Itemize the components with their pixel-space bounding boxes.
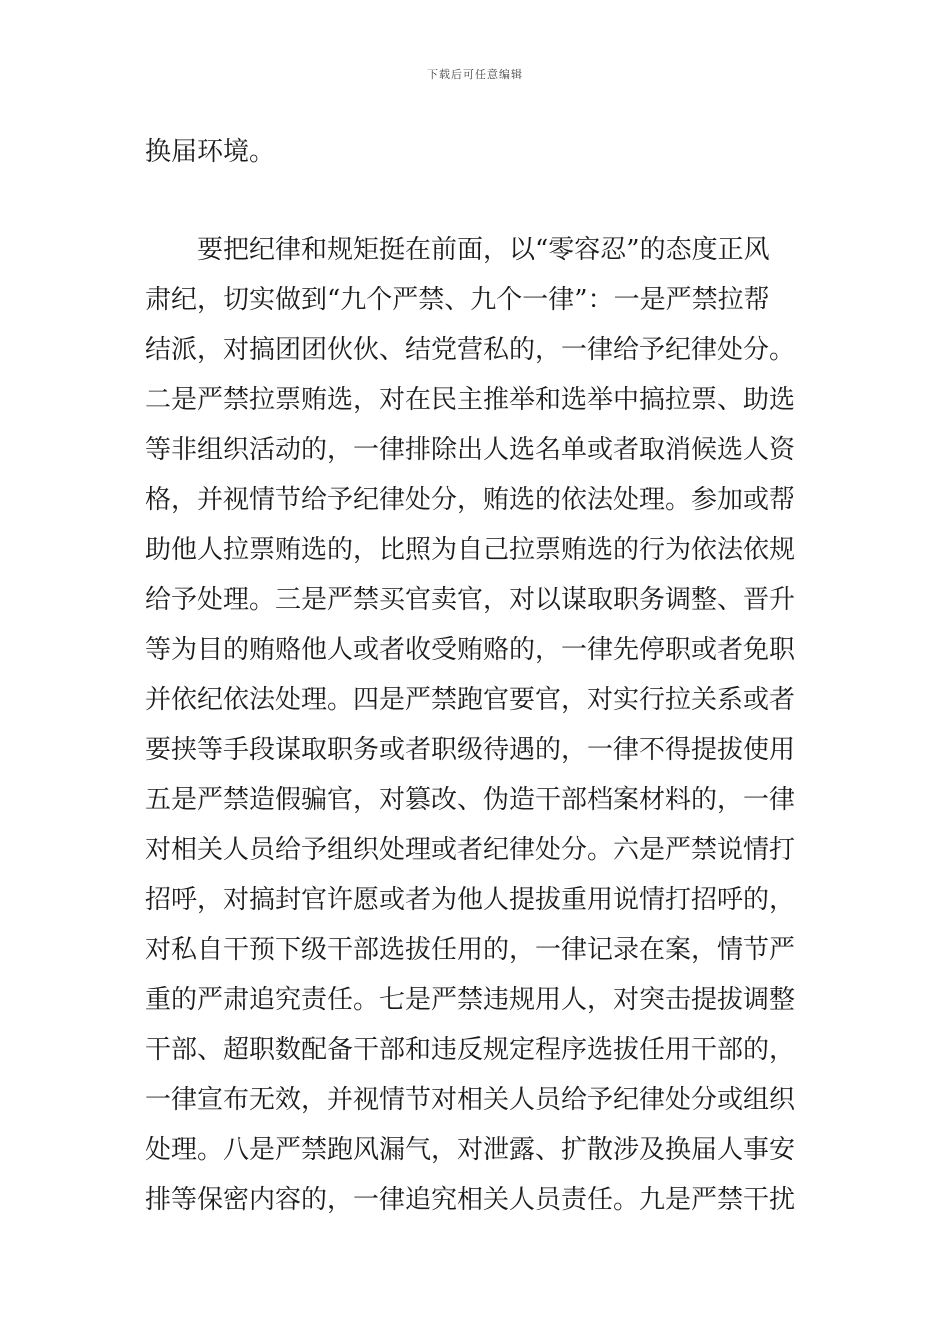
- text-line: 等为目的贿赂他人或者收受贿赂的，一律先停职或者免职: [145, 635, 796, 665]
- text-line: 二是严禁拉票贿选，对在民主推举和选举中搞拉票、助选: [145, 385, 796, 415]
- text-line: 等非组织活动的，一律排除出人选名单或者取消候选人资: [145, 435, 796, 465]
- text-line: 换届环境。: [145, 137, 276, 167]
- text-line: 并依纪依法处理。四是严禁跑官要官，对实行拉关系或者: [145, 685, 796, 715]
- text-line: 对私自干预下级干部选拔任用的，一律记录在案，情节严: [145, 935, 796, 965]
- text-line: 要把纪律和规矩挺在前面，以“零容忍”的态度正风: [197, 235, 770, 265]
- text-line: 结派，对搞团团伙伙、结党营私的，一律给予纪律处分。: [145, 335, 796, 365]
- text-line: 五是严禁造假骗官，对篡改、伪造干部档案材料的，一律: [145, 785, 796, 815]
- page-header: 下载后可任意编辑: [427, 68, 523, 81]
- text-line: 助他人拉票贿选的，比照为自己拉票贿选的行为依法依规: [145, 535, 796, 565]
- text-line: 要挟等手段谋取职务或者职级待遇的，一律不得提拔使用: [145, 735, 796, 765]
- text-line: 处理。八是严禁跑风漏气，对泄露、扩散涉及换届人事安: [145, 1135, 796, 1165]
- text-line: 一律宣布无效，并视情节对相关人员给予纪律处分或组织: [145, 1085, 796, 1115]
- text-line: 排等保密内容的，一律追究相关人员责任。九是严禁干扰: [145, 1185, 796, 1215]
- text-line: 给予处理。三是严禁买官卖官，对以谋取职务调整、晋升: [145, 585, 796, 615]
- text-line: 对相关人员给予组织处理或者纪律处分。六是严禁说情打: [145, 835, 796, 865]
- text-line: 干部、超职数配备干部和违反规定程序选拔任用干部的，: [145, 1035, 796, 1065]
- text-line: 招呼，对搞封官许愿或者为他人提拔重用说情打招呼的，: [145, 885, 796, 915]
- text-line: 格，并视情节给予纪律处分，贿选的依法处理。参加或帮: [145, 485, 796, 515]
- text-line: 肃纪，切实做到“九个严禁、九个一律”：一是严禁拉帮: [145, 285, 770, 315]
- text-line: 重的严肃追究责任。七是严禁违规用人，对突击提拔调整: [145, 985, 796, 1015]
